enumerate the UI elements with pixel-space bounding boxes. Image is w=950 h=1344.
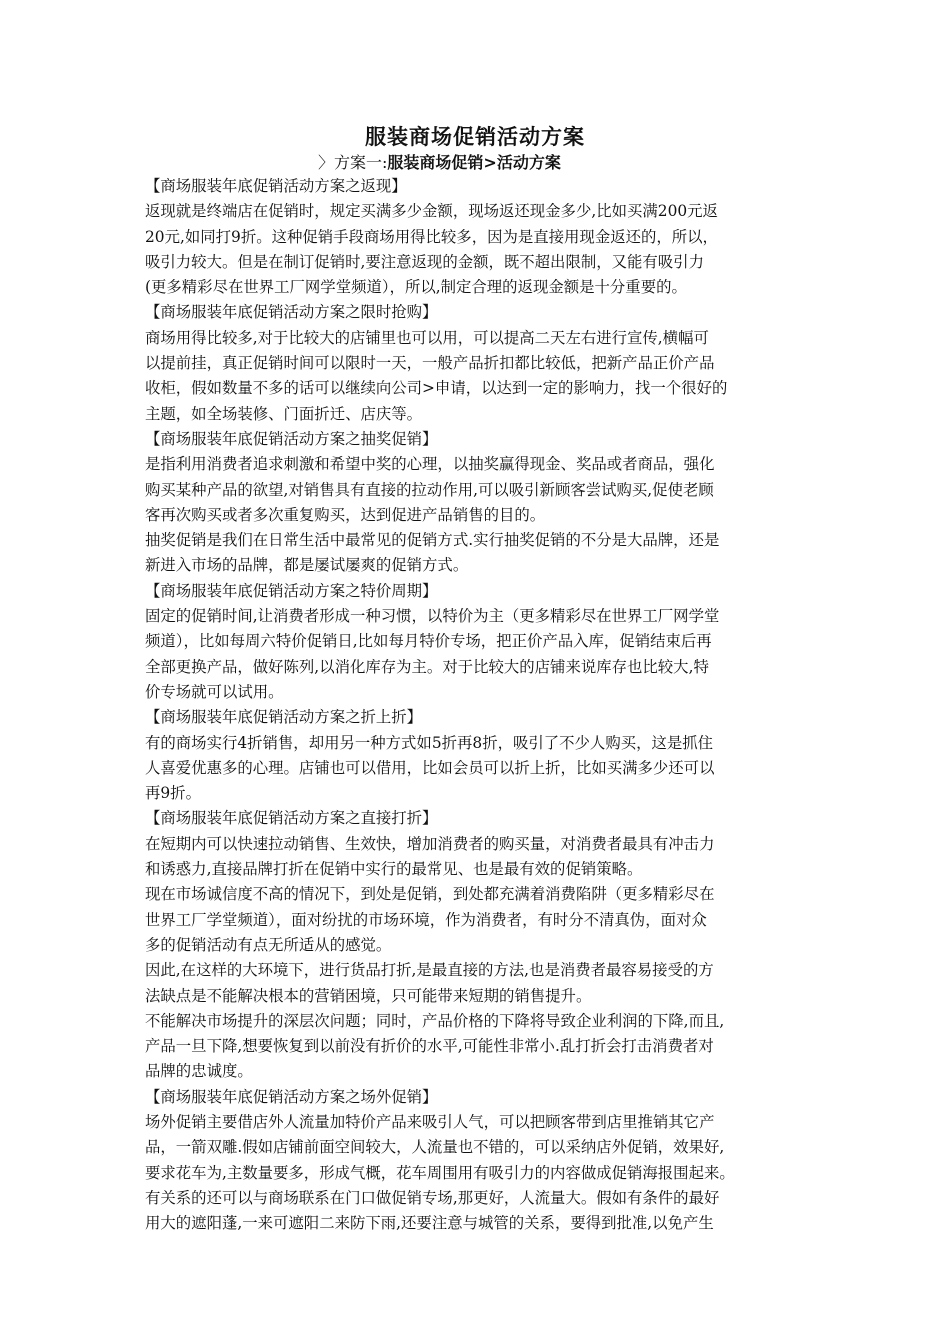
body-line: 是指利用消费者追求刺激和希望中奖的心理，以抽奖赢得现金、奖品或者商品，强化 (145, 455, 715, 474)
body-line: 不能解决市场提升的深层次问题；同时，产品价格的下降将导致企业利润的下降,而且, (145, 1011, 725, 1030)
body-line: 产品一旦下降,想要恢复到以前没有折价的水平,可能性非常小.乱打折会打击消费者对 (145, 1037, 714, 1056)
body-line: 品牌的忠诚度。 (145, 1062, 253, 1081)
body-line: 有关系的还可以与商场联系在门口做促销专场,那更好，人流量大。假如有条件的最好 (145, 1188, 720, 1207)
subtitle-lead: 〉方案一: (318, 153, 388, 172)
body-line: 在短期内可以快速拉动销售、生效快，增加消费者的购买量，对消费者最具有冲击力 (145, 834, 715, 853)
body-line: 法缺点是不能解决根本的营销困境，只可能带来短期的销售提升。 (145, 986, 592, 1005)
body-line: 世界工厂学堂频道），面对纷扰的市场环境，作为消费者，有时分不清真伪，面对众 (145, 910, 707, 929)
body-line: 收柜，假如数量不多的话可以继续向公司>申请，以达到一定的影响力，找一个很好的 (145, 379, 728, 398)
body-line: 吸引力较大。但是在制订促销时,要注意返现的金额，既不超出限制，又能有吸引力 (145, 252, 704, 271)
body-line: 新进入市场的品牌，都是屡试屡爽的促销方式。 (145, 556, 469, 575)
body-line: 场外促销主要借店外人流量加特价产品来吸引人气，可以把顾客带到店里推销其它产 (145, 1112, 715, 1131)
section-heading: 【商场服装年底促销活动方案之限时抢购】 (145, 303, 438, 322)
body-line: 要求花车为,主数量要多，形成气概，花车周围用有吸引力的内容做成促销海报围起来。 (145, 1163, 735, 1182)
body-line: 和诱惑力,直接品牌打折在促销中实行的最常见、也是最有效的促销策略。 (145, 860, 643, 879)
document-title: 服装商场促销活动方案 (365, 125, 585, 149)
body-line: 用大的遮阳蓬,一来可遮阳二来防下雨,还要注意与城管的关系，要得到批准,以免产生 (145, 1214, 714, 1233)
body-line: 客再次购买或者多次重复购买，达到促进产品销售的目的。 (145, 505, 546, 524)
document-body (145, 174, 810, 1236)
document-subtitle (318, 150, 561, 173)
body-line: 固定的促销时间,让消费者形成一种习惯，以特价为主（更多精彩尽在世界工厂网学堂 (145, 607, 720, 626)
section-heading: 【商场服装年底促销活动方案之特价周期】 (145, 581, 438, 600)
body-line: 品，一箭双雕.假如店铺前面空间较大，人流量也不错的，可以采纳店外促销，效果好, (145, 1138, 725, 1157)
body-line: 多的促销活动有点无所适从的感觉。 (145, 935, 392, 954)
section-heading: 【商场服装年底促销活动方案之场外促销】 (145, 1087, 438, 1106)
body-line: 现在市场诚信度不高的情况下，到处是促销，到处都充满着消费陷阱（更多精彩尽在 (145, 885, 715, 904)
body-line: 再9折。 (145, 784, 201, 803)
section-heading: 【商场服装年底促销活动方案之折上折】 (145, 708, 423, 727)
section-heading: 【商场服装年底促销活动方案之返现】 (145, 177, 407, 195)
body-line: 因此,在这样的大环境下，进行货品打折,是最直接的方法,也是消费者最容易接受的方 (145, 961, 714, 980)
body-line: 有的商场实行4折销售，却用另一种方式如5折再8折，吸引了不少人购买，这是抓住 (145, 733, 714, 752)
body-line: 抽奖促销是我们在日常生活中最常见的促销方式.实行抽奖促销的不分是大品牌，还是 (145, 531, 720, 550)
body-line: 以提前挂，真正促销时间可以限时一天，一般产品折扣都比较低，把新产品正价产品 (145, 354, 715, 373)
section-heading: 【商场服装年底促销活动方案之直接打折】 (145, 809, 438, 828)
subtitle-bold: 服装商场促销>活动方案 (387, 153, 561, 172)
body-line: 购买某种产品的欲望,对销售具有直接的拉动作用,可以吸引新顾客尝试购买,促使老顾 (145, 480, 714, 499)
section-heading: 【商场服装年底促销活动方案之抽奖促销】 (145, 429, 438, 448)
body-line: 全部更换产品，做好陈列,以消化库存为主。对于比较大的店铺来说库存也比较大,特 (145, 657, 709, 676)
body-line: 商场用得比较多,对于比较大的店铺里也可以用，可以提高二天左右进行宣传,横幅可 (145, 328, 709, 347)
body-line: 主题，如全场装修、门面折迁、店庆等。 (145, 404, 423, 423)
body-line: 返现就是终端店在促销时，规定买满多少金额，现场返还现金多少,比如买满200元返 (145, 202, 718, 221)
body-line: (更多精彩尽在世界工厂网学堂频道），所以,制定合理的返现金额是十分重要的。 (145, 278, 687, 297)
body-line: 人喜爱优惠多的心理。店铺也可以借用，比如会员可以折上折，比如买满多少还可以 (145, 758, 715, 777)
body-line: 价专场就可以试用。 (145, 682, 284, 701)
body-line: 20元,如同打9折。这种促销手段商场用得比较多，因为是直接用现金返还的，所以， (145, 227, 718, 246)
body-line: 频道），比如每周六特价促销日,比如每月特价专场，把正价产品入库，促销结束后再 (145, 632, 712, 651)
